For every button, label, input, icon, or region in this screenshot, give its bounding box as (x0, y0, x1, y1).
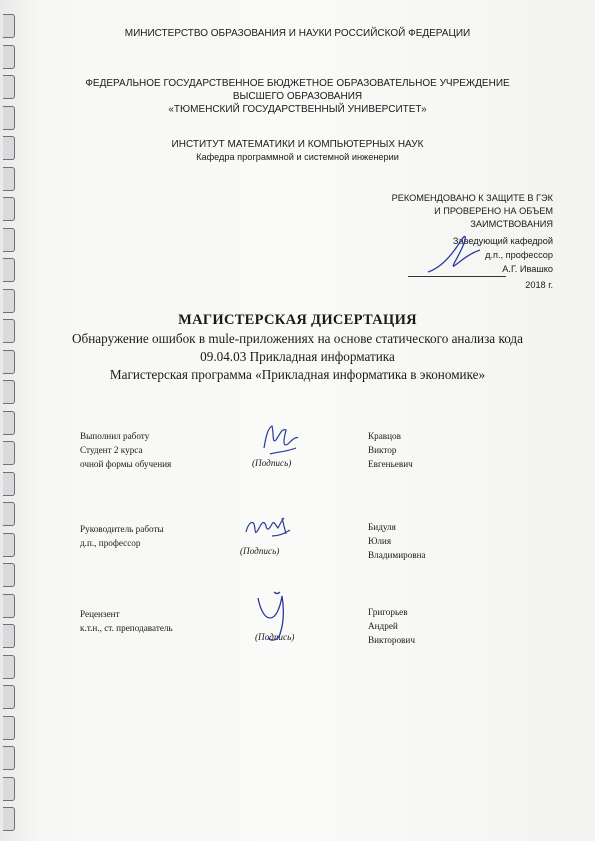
binding-ring (3, 258, 15, 282)
document-title: МАГИСТЕРСКАЯ ДИСЕРТАЦИЯ (178, 312, 417, 328)
name-line: Андрей (368, 621, 398, 631)
binding-ring (3, 380, 15, 404)
head-signature (420, 228, 490, 278)
reviewer-signature (250, 588, 300, 644)
name-line: Бидуля (368, 522, 396, 532)
signature-label: (Подпись) (255, 632, 295, 642)
supervisor-name (368, 520, 426, 562)
name-line: Юлия (368, 536, 392, 546)
binding-ring (3, 655, 15, 679)
name-line: Виктор (368, 445, 397, 455)
department-name: Кафедра программной и системной инженерии (196, 152, 399, 162)
binding-ring (3, 685, 15, 709)
role-line: Рецензент (80, 609, 120, 619)
reviewer-role (80, 607, 173, 635)
binding-ring (3, 411, 15, 435)
binding-ring (3, 777, 15, 801)
name-line: Григорьев (368, 607, 408, 617)
institute-name: ИНСТИТУТ МАТЕМАТИКИ И КОМПЬЮТЕРНЫХ НАУК (171, 139, 424, 150)
approval-name: А.Г. Ивашко (502, 264, 553, 274)
binding-ring (3, 228, 15, 252)
binding-ring (3, 197, 15, 221)
name-line: Владимировна (368, 550, 426, 560)
approval-degree: д.п., профессор (485, 250, 553, 260)
binding-ring (3, 289, 15, 313)
approval-line-3: ЗАИМСТВОВАНИЯ (470, 219, 553, 229)
student-name (368, 429, 413, 471)
approval-year: 2018 г. (525, 280, 553, 290)
binding-ring (3, 807, 15, 831)
reviewer-name (368, 605, 415, 647)
binding-ring (3, 624, 15, 648)
binding-ring (3, 716, 15, 740)
role-line: к.т.н., ст. преподаватель (80, 623, 173, 633)
role-line: очной формы обучения (80, 459, 172, 469)
name-line: Викторович (368, 635, 415, 645)
binding-ring (3, 533, 15, 557)
role-line: Студент 2 курса (80, 445, 143, 455)
binding-ring (3, 746, 15, 770)
binding-ring (3, 167, 15, 191)
role-line: Выполнил работу (80, 431, 150, 441)
ministry-line: МИНИСТЕРСТВО ОБРАЗОВАНИЯ И НАУКИ РОССИЙСКОЙ ФЕДЕРАЦИИ (124, 28, 471, 39)
role-line: д.п., профессор (80, 538, 141, 548)
approval-line-2: И ПРОВЕРЕНО НА ОБЪЕМ (434, 206, 553, 216)
student-signature (258, 418, 304, 464)
supervisor-signature (242, 510, 294, 546)
binding-ring (3, 563, 15, 587)
institution-line-2: ВЫСШЕГО ОБРАЗОВАНИЯ (232, 91, 363, 102)
program-name: Магистерская программа «Прикладная информатика в экономике» (109, 367, 486, 382)
signature-label: (Подпись) (252, 458, 292, 468)
name-line: Евгеньевич (368, 459, 413, 469)
university-name: «ТЮМЕНСКИЙ ГОСУДАРСТВЕННЫЙ УНИВЕРСИТЕТ» (168, 104, 427, 115)
signature-label: (Подпись) (240, 546, 280, 556)
specialty-code: 09.04.03 Прикладная информатика (200, 349, 395, 364)
binding-ring (3, 594, 15, 618)
approval-head-of-department: Заведующий кафедрой (452, 236, 553, 246)
institution-line-1: ФЕДЕРАЛЬНОЕ ГОСУДАРСТВЕННОЕ БЮДЖЕТНОЕ ОБРАЗОВАТЕЛЬНОЕ УЧРЕЖДЕНИЕ (85, 78, 510, 89)
thesis-topic: Обнаружение ошибок в mule-приложениях на основе статического анализа кода (72, 331, 523, 346)
approval-line-1: РЕКОМЕНДОВАНО К ЗАЩИТЕ В ГЭК (391, 193, 553, 203)
supervisor-role (80, 522, 164, 550)
binding-ring (3, 45, 15, 69)
name-line: Кравцов (368, 431, 401, 441)
binding-ring (3, 502, 15, 526)
role-line: Руководитель работы (80, 524, 164, 534)
binding-ring (3, 472, 15, 496)
binding-ring (3, 441, 15, 465)
spiral-binding (0, 0, 24, 841)
student-role (80, 429, 171, 471)
